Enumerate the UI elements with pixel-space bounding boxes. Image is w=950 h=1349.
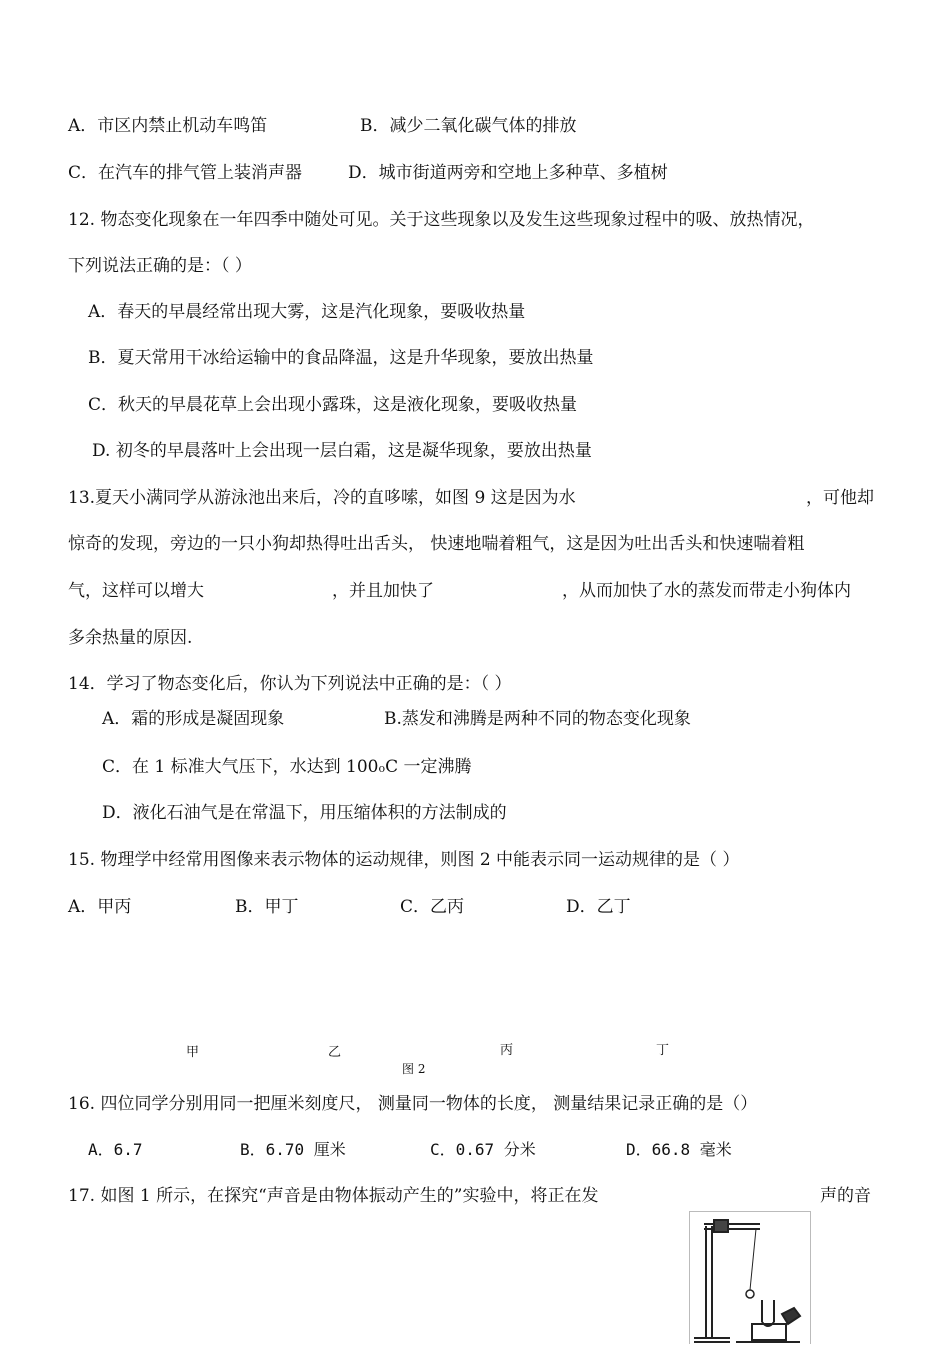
apparatus-drawing	[690, 1212, 812, 1345]
q16-stem: 16. 四位同学分别用同一把厘米刻度尺， 测量同一物体的长度， 测量结果记录正确的是（）	[68, 1094, 758, 1114]
q12-option-c: C．秋天的早晨花草上会出现小露珠，这是液化现象，要吸收热量	[88, 395, 578, 415]
q12-option-a: A．春天的早晨经常出现大雾，这是汽化现象，要吸收热量	[88, 302, 526, 322]
q14-stem: 14．学习了物态变化后，你认为下列说法中正确的是：（ ）	[68, 674, 512, 694]
q14-option-c-text-end: C 一定沸腾	[385, 757, 472, 777]
q14-option-a: A．霜的形成是凝固现象	[102, 709, 285, 729]
figure-caption: 图 2	[402, 1062, 426, 1076]
q12-option-b: B．夏天常用干冰给运输中的食品降温，这是升华现象，要放出热量	[88, 348, 594, 368]
degree-symbol: o	[378, 762, 386, 775]
q15-option-c: C．乙丙	[400, 897, 465, 917]
q15-stem: 15. 物理学中经常用图像来表示物体的运动规律，则图 2 中能表示同一运动规律的是（ ）	[68, 850, 740, 870]
q12-stem-line2: 下列说法正确的是：（ ）	[68, 256, 252, 276]
q14-option-c-text: C．在 1 标准大气压下，水达到 100	[102, 757, 379, 777]
q16-option-b: B．6.70 厘米	[240, 1140, 346, 1159]
q13-line3-a: 气，这样可以增大	[68, 581, 204, 601]
q15-option-b: B．甲丁	[235, 897, 299, 917]
q13-line3-b: ，并且加快了	[332, 581, 434, 601]
q12-stem-line1: 12. 物态变化现象在一年四季中随处可见。关于这些现象以及发生这些现象过程中的吸、放热情况，	[68, 210, 815, 230]
figure-label-jia: 甲	[186, 1045, 200, 1060]
q14-option-b: B.蒸发和沸腾是两种不同的物态变化现象	[384, 709, 691, 729]
q15-option-d: D．乙丁	[566, 897, 631, 917]
q17-stem-end: 声的音	[820, 1186, 871, 1206]
figure-label-ding: 丁	[656, 1043, 670, 1058]
figure-label-bing: 丙	[500, 1043, 514, 1058]
q15-option-a: A．甲丙	[68, 897, 132, 917]
q14-option-c	[102, 756, 472, 780]
q16-option-d: D．66.8 毫米	[626, 1140, 732, 1159]
q12-option-d: D. 初冬的早晨落叶上会出现一层白霜，这是凝华现象，要放出热量	[92, 441, 592, 461]
q16-option-a: A．6.7	[88, 1140, 143, 1159]
q11-option-c: C．在汽车的排气管上装消声器	[68, 163, 303, 183]
q11-option-b: B．减少二氧化碳气体的排放	[360, 116, 577, 136]
q11-option-a: A．市区内禁止机动车鸣笛	[68, 116, 268, 136]
q13-line2: 惊奇的发现，旁边的一只小狗却热得吐出舌头， 快速地喘着粗气，这是因为吐出舌头和快速喘着粗	[68, 534, 805, 554]
q17-stem: 17. 如图 1 所示，在探究“声音是由物体振动产生的”实验中，将正在发	[68, 1186, 599, 1206]
q13-line1-end: ，可他却	[806, 488, 874, 508]
figure-label-yi: 乙	[328, 1045, 342, 1060]
q13-line4: 多余热量的原因.	[68, 628, 193, 648]
figure-1-apparatus	[689, 1211, 811, 1344]
q14-option-d: D．液化石油气是在常温下，用压缩体积的方法制成的	[102, 803, 507, 823]
q13-line3-c: ，从而加快了水的蒸发而带走小狗体内	[562, 581, 851, 601]
q16-option-c: C．0.67 分米	[430, 1140, 536, 1159]
q13-line1: 13.夏天小满同学从游泳池出来后，冷的直哆嗦，如图 9 这是因为水	[68, 488, 576, 508]
q11-option-d: D．城市街道两旁和空地上多种草、多植树	[348, 163, 668, 183]
